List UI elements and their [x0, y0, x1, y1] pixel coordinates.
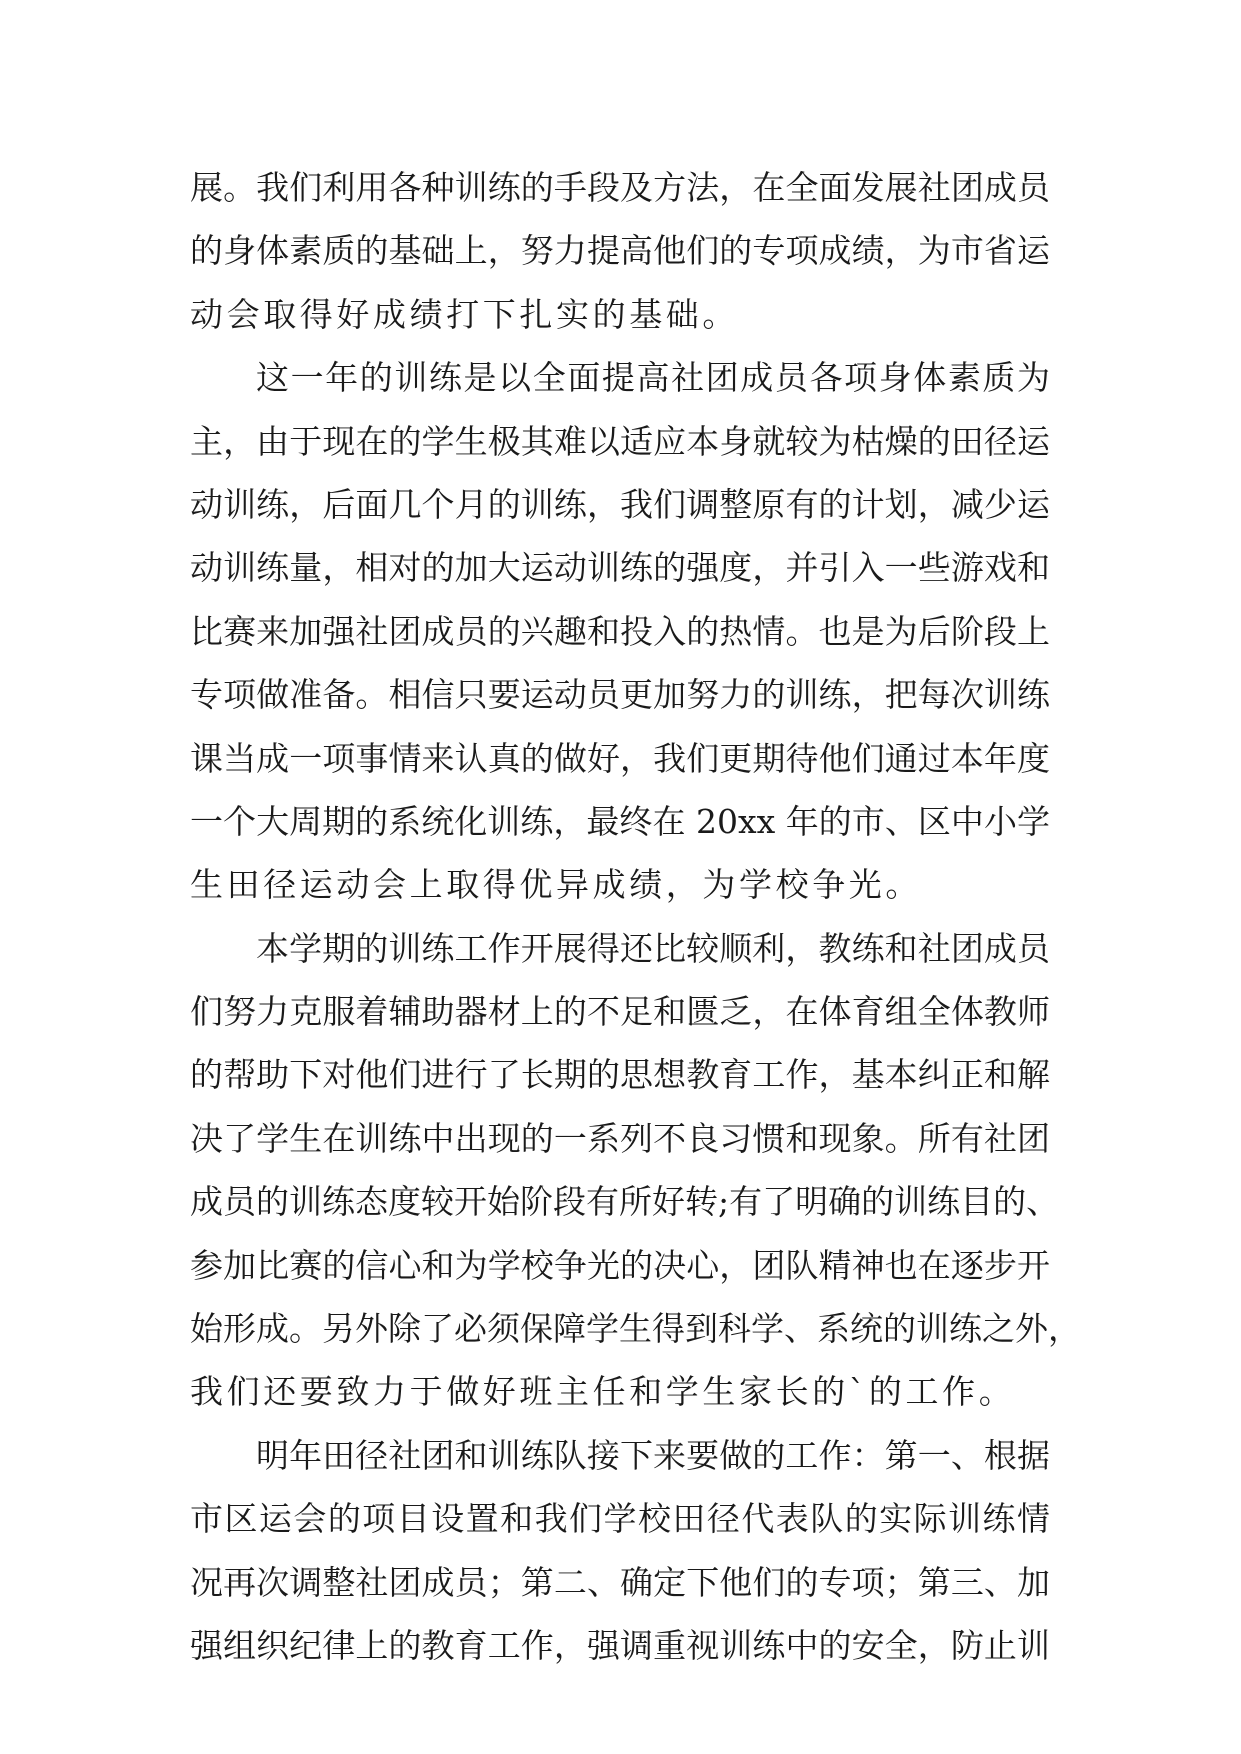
text-line: 的帮助下对他们进行了长期的思想教育工作，基本纠正和解 [190, 1055, 1050, 1095]
text-line: 专项做准备。相信只要运动员更加努力的训练，把每次训练 [190, 675, 1050, 715]
text-line: 展。我们利用各种训练的手段及方法，在全面发展社团成员 [190, 168, 1050, 207]
text-line: 参加比赛的信心和为学校争光的决心，团队精神也在逐步开 [190, 1245, 1050, 1285]
paragraph-first-line: 本学期的训练工作开展得还比较顺利，教练和社团成员 [256, 928, 1050, 968]
text-line: 比赛来加强社团成员的兴趣和投入的热情。也是为后阶段上 [190, 611, 1050, 651]
text-line: 一个大周期的系统化训练，最终在 20xx 年的市、区中小学 [190, 801, 1050, 841]
text-line: 我们还要致力于做好班主任和学生家长的`的工作。 [190, 1372, 1016, 1412]
text-line: 市区运会的项目设置和我们学校田径代表队的实际训练情 [190, 1499, 1050, 1539]
text-line: 课当成一项事情来认真的做好，我们更期待他们通过本年度 [190, 738, 1050, 778]
text-line: 动会取得好成绩打下扎实的基础。 [190, 294, 739, 334]
text-line: 动训练量，相对的加大运动训练的强度，并引入一些游戏和 [190, 548, 1050, 588]
paragraph-first-line: 这一年的训练是以全面提高社团成员各项身体素质为 [256, 358, 1050, 398]
text-line: 主，由于现在的学生极其难以适应本身就较为枯燥的田径运 [190, 421, 1050, 461]
text-line: 的身体素质的基础上，努力提高他们的专项成绩，为市省运 [190, 231, 1050, 271]
text-line: 况再次调整社团成员；第二、确定下他们的专项；第三、加 [190, 1562, 1050, 1602]
paragraph-first-line: 明年田径社团和训练队接下来要做的工作：第一、根据 [256, 1435, 1050, 1475]
text-line: 成员的训练态度较开始阶段有所好转;有了明确的训练目的、 [190, 1182, 1060, 1222]
document-body [190, 156, 1081, 1677]
text-line: 始形成。另外除了必须保障学生得到科学、系统的训练之外， [190, 1309, 1081, 1349]
text-line: 动训练，后面几个月的训练，我们调整原有的计划，减少运 [190, 484, 1050, 524]
text-line: 强组织纪律上的教育工作，强调重视训练中的安全，防止训 [190, 1625, 1050, 1665]
text-line: 们努力克服着辅助器材上的不足和匮乏，在体育组全体教师 [190, 992, 1050, 1032]
text-line: 决了学生在训练中出现的一系列不良习惯和现象。所有社团 [190, 1118, 1050, 1158]
text-line: 生田径运动会上取得优异成绩，为学校争光。 [190, 865, 922, 905]
